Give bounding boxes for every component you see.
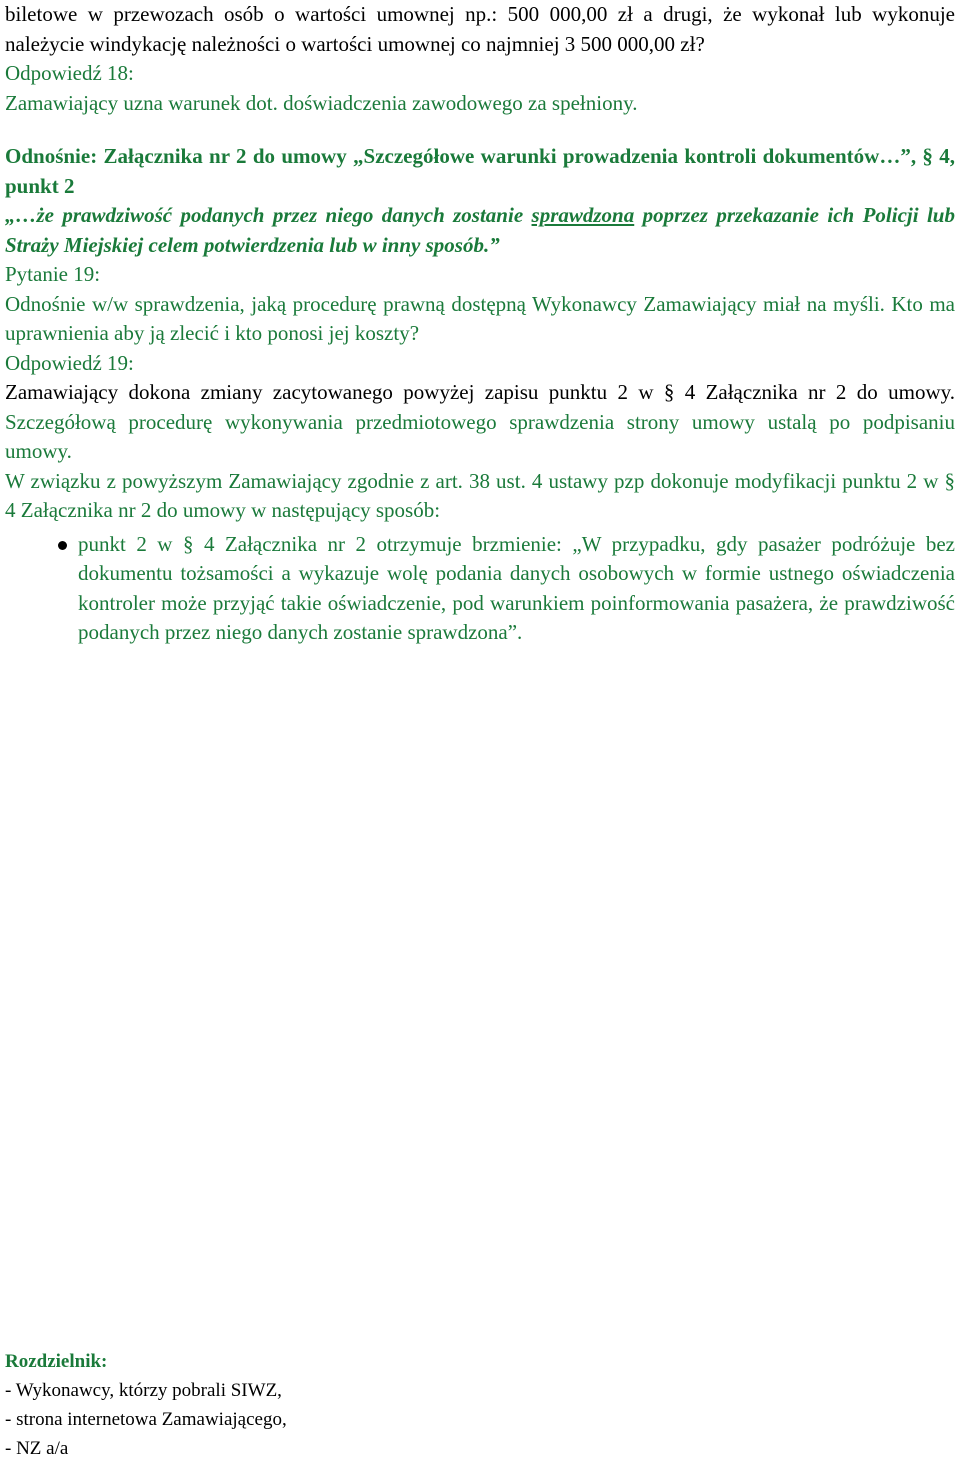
distribution-item: - NZ a/a — [5, 1438, 69, 1459]
distribution-list — [5, 1347, 705, 1463]
quoted-clause — [5, 201, 955, 260]
list-item — [5, 530, 955, 648]
quote-part-2: poprzez przekazanie ich Policji lub Straży Miejskiej celem potwierdzenia lub w inny sposób.” — [5, 203, 955, 257]
quote-part-1: „…że prawdziwość podanych przez niego danych zostanie — [5, 203, 532, 227]
reference-heading: Odnośnie: Załącznika nr 2 do umowy „Szczegółowe warunki prowadzenia kontroli dokumentów…”, § 4, punkt 2 — [5, 144, 955, 198]
answer-19-text-procedure: Szczegółową procedurę wykonywania przedmiotowego sprawdzenia strony umowy ustalą po podpisaniu umowy. — [5, 409, 955, 463]
distribution-title: Rozdzielnik: — [5, 1351, 108, 1372]
answer-19-text-main: Zamawiający dokona zmiany zacytowanego powyżej zapisu punktu 2 w § 4 Załącznika nr 2 do umowy. — [5, 380, 955, 404]
answer-18-text: Zamawiający uzna warunek dot. doświadczenia zawodowego za spełniony. — [5, 90, 638, 115]
intro-paragraph: biletowe w przewozach osób o wartości umownej np.: 500 000,00 zł a drugi, że wykonał lub wykonuje należycie windykację należności o wartości umownej co najmniej 3 500 000,00 zł? — [5, 2, 955, 56]
bullet-icon — [58, 541, 67, 550]
answer-18-label: Odpowiedź 18: — [5, 61, 134, 85]
answer-19-label: Odpowiedź 19: — [5, 350, 134, 375]
answer-19-text — [5, 378, 955, 467]
question-19-label: Pytanie 19: — [5, 262, 101, 286]
modification-list — [5, 530, 955, 648]
quote-underlined-word: sprawdzona — [531, 203, 635, 227]
document-body — [5, 0, 955, 648]
distribution-item: - strona internetowa Zamawiającego, — [5, 1409, 287, 1430]
answer-19-modification: W związku z powyższym Zamawiający zgodnie z art. 38 ust. 4 ustawy pzp dokonuje modyfikacji punktu 2 w § 4 Załącznika nr 2 do umowy w następujący sposób: — [5, 468, 955, 522]
modification-text: punkt 2 w § 4 Załącznika nr 2 otrzymuje brzmienie: „W przypadku, gdy pasażer podróżuje bez dokumentu tożsamości a wykazuje wolę podania danych osobowych w formie ustnego oświadczenia kontroler może przyjąć takie oświadczenie, pod warunkiem poinformowania pasażera, że prawdziwość podanych przez niego danych zostanie sprawdzona”. — [78, 531, 955, 644]
question-19-text: Odnośnie w/w sprawdzenia, jaką procedurę prawną dostępną Wykonawcy Zamawiający miał na myśli. Kto ma uprawnienia aby ją zlecić i kto ponosi jej koszty? — [5, 291, 955, 345]
distribution-item: - Wykonawcy, którzy pobrali SIWZ, — [5, 1380, 282, 1401]
